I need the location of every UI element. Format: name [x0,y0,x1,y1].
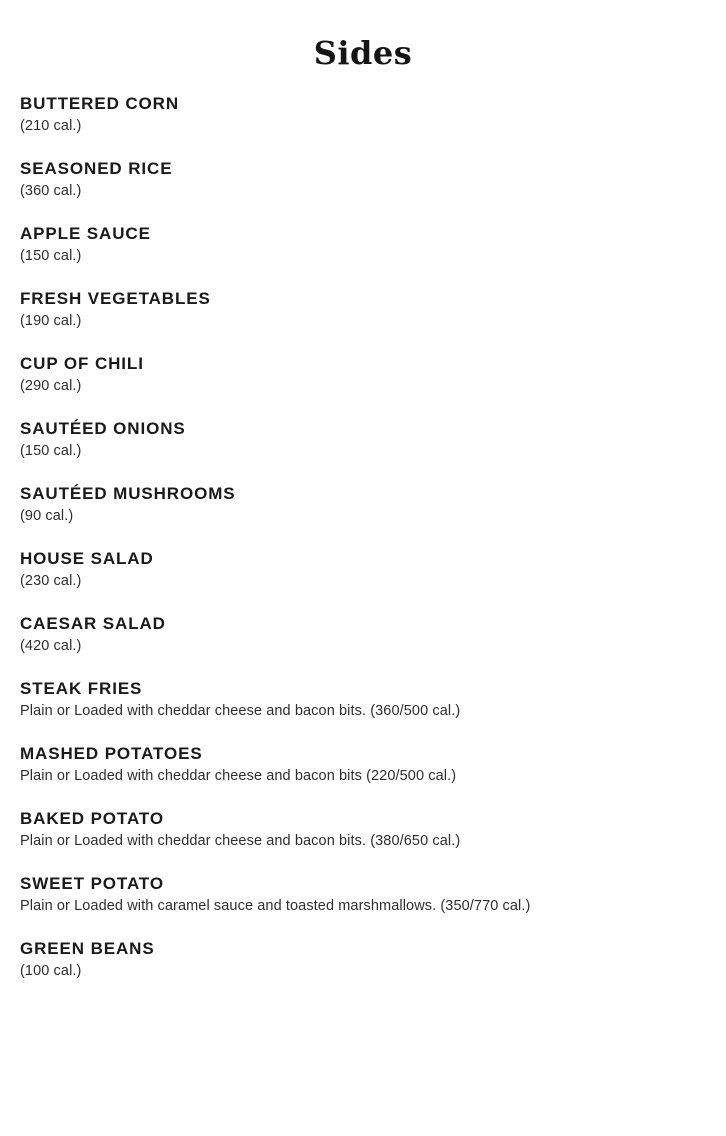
menu-item [20,614,706,656]
menu-item [20,159,706,201]
menu-item-name: SWEET POTATO [20,874,164,893]
menu-item [20,809,706,851]
menu-item [20,94,706,136]
menu-item-name: CUP OF CHILI [20,354,144,373]
menu-item-name: FRESH VEGETABLES [20,289,211,308]
menu-item [20,224,706,266]
menu-item-description: Plain or Loaded with cheddar cheese and bacon bits (220/500 cal.) [20,768,457,784]
menu-item-description: (100 cal.) [20,963,82,979]
menu-item-name: GREEN BEANS [20,939,155,958]
menu-item-name: SEASONED RICE [20,159,173,178]
menu-item-name: HOUSE SALAD [20,549,154,568]
menu-item [20,744,706,786]
menu-item-name: BAKED POTATO [20,809,164,828]
menu-item [20,419,706,461]
menu-item [20,289,706,331]
menu-item [20,679,706,721]
menu-item-name: BUTTERED CORN [20,94,180,113]
menu-list [20,94,706,981]
menu-item-description: (90 cal.) [20,508,74,524]
menu-item-name: APPLE SAUCE [20,224,151,243]
menu-item-description: (230 cal.) [20,573,82,589]
menu-item [20,874,706,916]
menu-item-name: MASHED POTATOES [20,744,203,763]
menu-item-name: STEAK FRIES [20,679,143,698]
menu-item-description: (290 cal.) [20,378,82,394]
menu-item-description: (210 cal.) [20,118,82,134]
menu-item-name: CAESAR SALAD [20,614,166,633]
menu-item-description: (420 cal.) [20,638,82,654]
menu-item-description: (150 cal.) [20,248,82,264]
menu-item [20,939,706,981]
menu-item [20,549,706,591]
page-title: Sides [313,34,413,72]
menu-item-description: Plain or Loaded with cheddar cheese and bacon bits. (360/500 cal.) [20,703,461,719]
menu-item-description: (150 cal.) [20,443,82,459]
menu-item-name: SAUTÉED MUSHROOMS [20,484,236,503]
menu-item [20,484,706,526]
menu-item-description: Plain or Loaded with cheddar cheese and bacon bits. (380/650 cal.) [20,833,461,849]
menu-item [20,354,706,396]
menu-item-description: (360 cal.) [20,183,82,199]
menu-item-description: Plain or Loaded with caramel sauce and toasted marshmallows. (350/770 cal.) [20,898,531,914]
menu-item-description: (190 cal.) [20,313,82,329]
menu-item-name: SAUTÉED ONIONS [20,419,186,438]
